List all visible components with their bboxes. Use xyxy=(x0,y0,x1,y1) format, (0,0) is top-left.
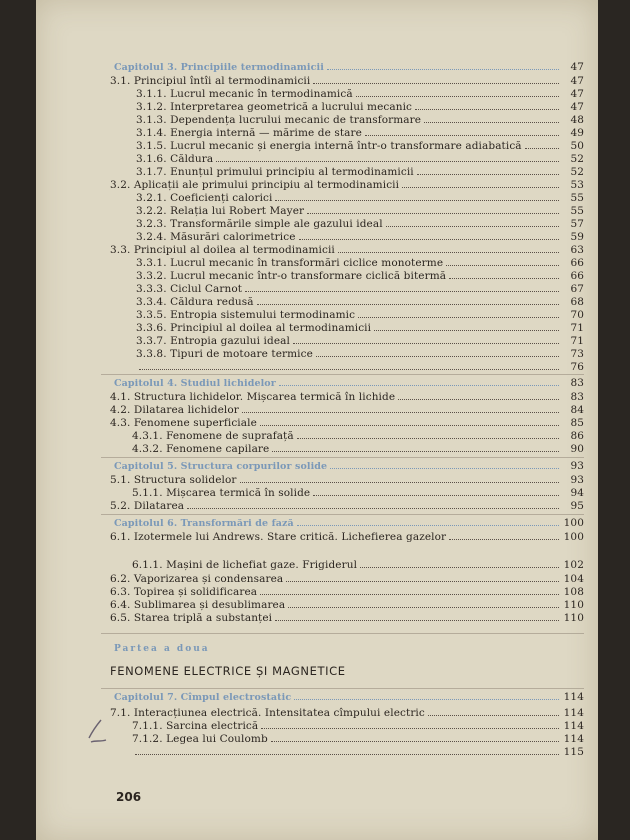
toc-leader-dots xyxy=(260,586,559,595)
toc-entry-title: 3.1.7. Enunțul primului principiu al termodinamicii xyxy=(136,166,414,178)
separator-ch7 xyxy=(101,688,584,689)
toc-entry-page: 83 xyxy=(570,391,584,403)
toc-leader-dots xyxy=(358,309,559,318)
toc-entry-title: 5.2. Dilatarea xyxy=(110,500,185,512)
toc-entry-title: 3.3. Principiul al doilea al termodinamicii xyxy=(110,244,335,256)
toc-entry-title: 3.3.7. Entropia gazului ideal xyxy=(136,335,290,347)
toc-leader-dots xyxy=(417,166,559,175)
toc-entry-title: 3.3.4. Căldura redusă xyxy=(136,296,254,308)
toc-entry-page: 86 xyxy=(570,430,584,442)
toc-entry-page: 49 xyxy=(570,127,584,139)
toc-entry-s3-2 xyxy=(110,178,584,192)
toc-leader-dots xyxy=(288,599,559,608)
toc-entry-title: 4.2. Dilatarea lichidelor xyxy=(110,404,239,416)
toc-leader-dots xyxy=(272,443,559,452)
separator-ch5 xyxy=(101,457,584,458)
toc-entry-page: 55 xyxy=(570,205,584,217)
toc-entry-s3-2-2 xyxy=(136,204,584,218)
toc-entry-page: 108 xyxy=(563,586,584,598)
toc-entry-s3-1-1 xyxy=(136,87,584,101)
toc-entry-s4-3-2 xyxy=(132,442,584,456)
toc-entry-page: 110 xyxy=(563,612,584,624)
toc-leader-dots xyxy=(260,417,559,426)
toc-entry-page: 50 xyxy=(570,140,584,152)
toc-entry-page: 100 xyxy=(563,517,584,529)
toc-leader-dots xyxy=(330,460,559,469)
toc-entry-s6-2 xyxy=(110,572,584,586)
toc-leader-dots xyxy=(338,244,559,253)
toc-entry-s5-1 xyxy=(110,473,584,487)
toc-entry-page: 71 xyxy=(570,335,584,347)
toc-entry-title: 3.2.1. Coeficienți calorici xyxy=(136,192,273,204)
toc-entry-page: 93 xyxy=(570,474,584,486)
toc-entry-s3-3-1 xyxy=(136,256,584,270)
toc-entry-title: 3.1.6. Căldura xyxy=(136,153,214,165)
toc-leader-dots xyxy=(279,377,559,386)
toc-entry-page: 66 xyxy=(570,270,584,282)
toc-entry-title: Capitolul 5. Structura corpurilor solide xyxy=(114,461,328,472)
toc-leader-dots xyxy=(398,391,559,400)
toc-entry-s3-1-5 xyxy=(136,139,584,153)
toc-entry-s3-3-2 xyxy=(136,269,584,283)
toc-leader-dots xyxy=(360,559,559,568)
toc-entry-page: 52 xyxy=(570,166,584,178)
toc-entry-page: 59 xyxy=(570,231,584,243)
toc-leader-dots xyxy=(402,179,559,188)
toc-leader-dots xyxy=(386,218,559,227)
separator-part xyxy=(101,633,584,634)
toc-entry-s7-1-1 xyxy=(132,719,584,733)
toc-leader-dots xyxy=(294,691,559,700)
toc-entry-ch7 xyxy=(114,690,584,705)
toc-leader-dots xyxy=(374,322,559,331)
toc-entry-page: 114 xyxy=(563,707,584,719)
toc-entry-title: 7.1.2. Legea lui Coulomb xyxy=(132,733,268,745)
toc-entry-title: 7.1.1. Sarcina electrică xyxy=(132,720,259,732)
toc-entry-title: 3.2.3. Transformările simple ale gazului ideal xyxy=(136,218,383,230)
toc-entry-s6-1-1 xyxy=(132,558,584,572)
toc-entry-page: 47 xyxy=(570,61,584,73)
separator-ch4 xyxy=(101,374,584,375)
toc-entry-s4-3 xyxy=(110,416,584,430)
toc-entry-s4-1 xyxy=(110,390,584,404)
toc-entry-s3-1-2 xyxy=(136,100,584,114)
toc-entry-s7-1 xyxy=(110,706,584,720)
toc-entry-page: 95 xyxy=(570,500,584,512)
toc-entry-title: 3.1.3. Dependența lucrului mecanic de transformare xyxy=(136,114,422,126)
toc-leader-dots xyxy=(327,61,559,70)
toc-entry-title: 3.1.5. Lucrul mecanic și energia internă într-o transformare adiabatică xyxy=(136,140,522,152)
toc-entry-title: 3.2. Aplicații ale primului principiu al termodinamicii xyxy=(110,179,400,191)
part-title: FENOMENE ELECTRICE ȘI MAGNETICE xyxy=(110,664,346,678)
toc-entry-title: 3.2.4. Măsurări calorimetrice xyxy=(136,231,296,243)
toc-entry-page: 47 xyxy=(570,88,584,100)
toc-entry-page: 114 xyxy=(563,733,584,745)
toc-entry-page: 115 xyxy=(563,746,584,758)
toc-entry-ch4 xyxy=(114,376,584,391)
toc-entry-s6-5 xyxy=(110,611,584,625)
toc-leader-dots xyxy=(449,531,559,540)
toc-entry-page: 93 xyxy=(570,460,584,472)
toc-leader-dots xyxy=(297,517,559,526)
toc-leader-dots xyxy=(313,487,559,496)
toc-entry-title: 4.3.2. Fenomene capilare xyxy=(132,443,270,455)
toc-entry-title: 3.3.2. Lucrul mecanic într-o transformare ciclică bitermă xyxy=(136,270,447,282)
toc-entry-title: 3.1. Principiul întîi al termodinamicii xyxy=(110,75,311,87)
toc-entry-title: 6.1. Izotermele lui Andrews. Stare critică. Lichefierea gazelor xyxy=(110,531,447,543)
toc-entry-page: 110 xyxy=(563,599,584,611)
toc-entry-title: 7.1. Interacțiunea electrică. Intensitatea cîmpului electric xyxy=(110,707,425,719)
toc-leader-dots xyxy=(271,733,559,742)
toc-leader-dots xyxy=(293,335,559,344)
toc-entry-title: 3.1.4. Energia internă — mărime de stare xyxy=(136,127,362,139)
toc-entry-title: 3.1.1. Lucrul mecanic în termodinamică xyxy=(136,88,353,100)
toc-entry-s3-1-4 xyxy=(136,126,584,140)
toc-entry-s3-3-8 xyxy=(136,347,584,361)
pencil-mark-icon xyxy=(86,718,110,746)
toc-entry-page: 83 xyxy=(570,377,584,389)
toc-leader-dots xyxy=(135,746,559,755)
toc-entry-page: 47 xyxy=(570,101,584,113)
toc-entry-page: 48 xyxy=(570,114,584,126)
toc-entry-page: 53 xyxy=(570,179,584,191)
toc-entry-ch5 xyxy=(114,459,584,474)
toc-entry-page: 68 xyxy=(570,296,584,308)
toc-leader-dots xyxy=(316,348,559,357)
toc-entry-page: 70 xyxy=(570,309,584,321)
toc-entry-title: 6.4. Sublimarea și desublimarea xyxy=(110,599,286,611)
toc-leader-dots xyxy=(216,153,559,162)
toc-entry-title: 3.3.3. Ciclul Carnot xyxy=(136,283,243,295)
toc-entry-title: 6.2. Vaporizarea și condensarea xyxy=(110,573,284,585)
toc-entry-s3-1-7 xyxy=(136,165,584,179)
toc-entry-title: 5.1. Structura solidelor xyxy=(110,474,237,486)
toc-entry-s4-2 xyxy=(110,403,584,417)
toc-entry-page: 100 xyxy=(563,531,584,543)
toc-entry-ch3 xyxy=(114,60,584,75)
toc-entry-ch6 xyxy=(114,516,584,531)
toc-leader-dots xyxy=(307,205,559,214)
toc-leader-dots xyxy=(245,283,559,292)
toc-entry-title: Capitolul 6. Transformări de fază xyxy=(114,518,294,529)
toc-entry-s3-3-3 xyxy=(136,282,584,296)
toc-leader-dots xyxy=(356,88,559,97)
toc-leader-dots xyxy=(449,270,559,279)
toc-entry-s4-3-1 xyxy=(132,429,584,443)
toc-entry-s3-1-3 xyxy=(136,113,584,127)
toc-entry-page: 67 xyxy=(570,283,584,295)
toc-entry-s3-1-6 xyxy=(136,152,584,166)
toc-leader-dots xyxy=(240,474,559,483)
toc-entry-title: 3.2.2. Relația lui Robert Mayer xyxy=(136,205,305,217)
toc-leader-dots xyxy=(139,361,559,370)
toc-entry-title: 4.1. Structura lichidelor. Mișcarea termică în lichide xyxy=(110,391,396,403)
toc-entry-title: 3.3.5. Entropia sistemului termodinamic xyxy=(136,309,356,321)
toc-entry-page: 90 xyxy=(570,443,584,455)
book-page xyxy=(36,0,598,840)
toc-entry-title: 4.3.1. Fenomene de suprafață xyxy=(132,430,294,442)
toc-entry-s7-1-2 xyxy=(132,732,584,746)
toc-entry-s3-3-5 xyxy=(136,308,584,322)
toc-entry-s3-2-1 xyxy=(136,191,584,205)
toc-entry-s3-2-3 xyxy=(136,217,584,231)
toc-entry-page: 94 xyxy=(570,487,584,499)
toc-entry-page: 85 xyxy=(570,417,584,429)
toc-entry-s5-2 xyxy=(110,499,584,513)
toc-leader-dots xyxy=(446,257,559,266)
toc-entry-title: 6.1.1. Mașini de lichefiat gaze. Frigiderul xyxy=(132,559,358,571)
page-number: 206 xyxy=(116,790,142,804)
toc-entry-s6-3 xyxy=(110,585,584,599)
toc-entry-s3-2-4 xyxy=(136,230,584,244)
toc-entry-s6-4 xyxy=(110,598,584,612)
toc-leader-dots xyxy=(365,127,559,136)
toc-entry-page: 114 xyxy=(563,720,584,732)
toc-entry-page: 76 xyxy=(570,361,584,373)
toc-entry-title: 3.3.6. Principiul al doilea al termodinamicii xyxy=(136,322,372,334)
toc-entry-s3-3-6 xyxy=(136,321,584,335)
toc-entry-page: 55 xyxy=(570,192,584,204)
toc-leader-dots xyxy=(242,404,559,413)
toc-entry-page: 114 xyxy=(563,691,584,703)
toc-entry-page: 71 xyxy=(570,322,584,334)
toc-entry-page: 52 xyxy=(570,153,584,165)
toc-leader-dots xyxy=(257,296,559,305)
toc-leader-dots xyxy=(525,140,559,149)
toc-entry-title: 6.5. Starea triplă a substanței xyxy=(110,612,273,624)
part-label: Partea a doua xyxy=(114,644,210,654)
toc-entry-title: 3.1.2. Interpretarea geometrică a lucrului mecanic xyxy=(136,101,413,113)
toc-entry-title: Capitolul 7. Cîmpul electrostatic xyxy=(114,692,292,703)
toc-entry-page: 47 xyxy=(570,75,584,87)
toc-entry-title: Capitolul 3. Principiile termodinamicii xyxy=(114,62,324,73)
toc-entry-x76 xyxy=(136,360,584,374)
toc-entry-page: 57 xyxy=(570,218,584,230)
toc-leader-dots xyxy=(286,573,559,582)
toc-entry-page: 63 xyxy=(570,244,584,256)
toc-leader-dots xyxy=(261,720,559,729)
toc-entry-page: 84 xyxy=(570,404,584,416)
toc-entry-s3-3-7 xyxy=(136,334,584,348)
toc-entry-s3-3-4 xyxy=(136,295,584,309)
toc-entry-page: 73 xyxy=(570,348,584,360)
toc-entry-title: 3.3.8. Tipuri de motoare termice xyxy=(136,348,313,360)
toc-entry-s5-1-1 xyxy=(132,486,584,500)
toc-entry-title: Capitolul 4. Studiul lichidelor xyxy=(114,378,276,389)
toc-entry-x115 xyxy=(132,745,584,759)
toc-leader-dots xyxy=(424,114,559,123)
toc-entry-s3-3 xyxy=(110,243,584,257)
toc-leader-dots xyxy=(428,707,559,716)
toc-leader-dots xyxy=(297,430,559,439)
toc-entry-s3-1 xyxy=(110,74,584,88)
toc-entry-s6-1 xyxy=(110,530,584,544)
toc-entry-title: 6.3. Topirea și solidificarea xyxy=(110,586,258,598)
toc-leader-dots xyxy=(313,75,559,84)
separator-ch6 xyxy=(101,514,584,515)
toc-entry-title: 3.3.1. Lucrul mecanic în transformări ciclice monoterme xyxy=(136,257,444,269)
toc-entry-title: 4.3. Fenomene superficiale xyxy=(110,417,257,429)
toc-leader-dots xyxy=(299,231,559,240)
toc-leader-dots xyxy=(415,101,559,110)
toc-entry-page: 66 xyxy=(570,257,584,269)
toc-leader-dots xyxy=(187,500,559,509)
toc-leader-dots xyxy=(275,192,559,201)
toc-entry-page: 102 xyxy=(563,559,584,571)
toc-entry-page: 104 xyxy=(563,573,584,585)
toc-entry-title: 5.1.1. Mișcarea termică în solide xyxy=(132,487,311,499)
toc-leader-dots xyxy=(275,612,559,621)
